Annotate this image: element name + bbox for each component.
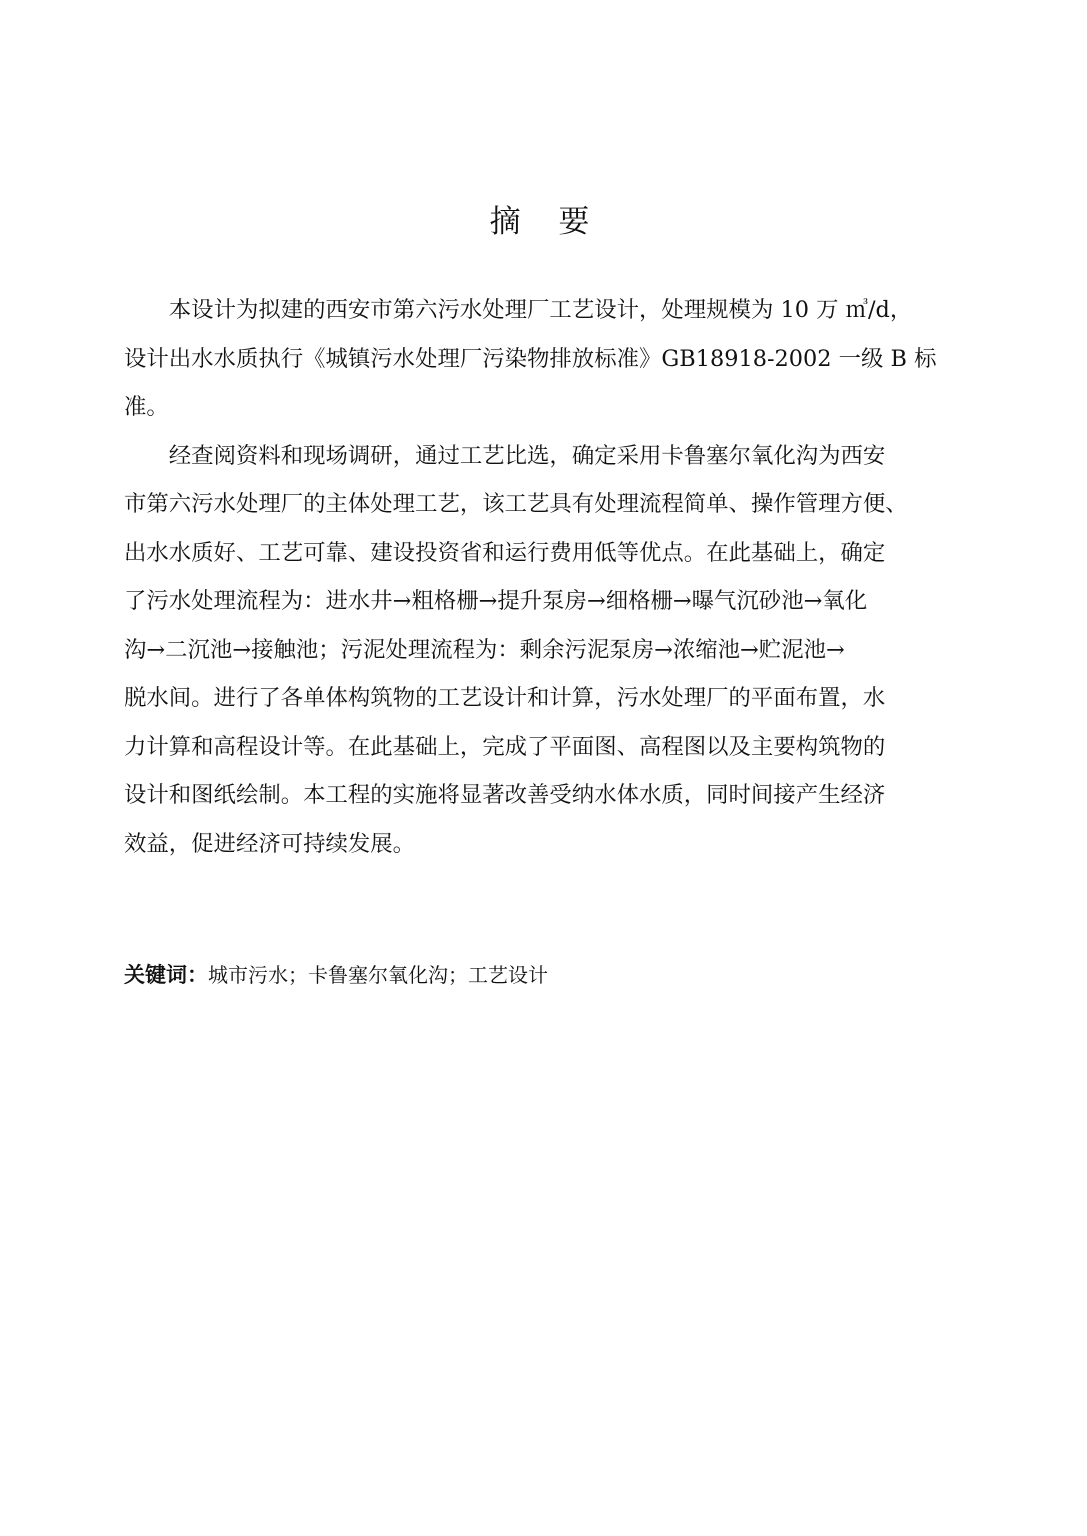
- page-title: 摘 要: [489, 204, 604, 240]
- paragraph-line: 出水水质好、工艺可靠、建设投资省和运行费用低等优点。在此基础上，确定: [124, 539, 886, 566]
- abstract-paragraph-2: [124, 432, 982, 869]
- paragraph-line: 准。: [124, 394, 169, 420]
- keywords-label: 关键词：: [124, 963, 208, 987]
- paragraph-line: 市第六污水处理厂的主体处理工艺，该工艺具有处理流程简单、操作管理方便、: [124, 491, 908, 517]
- paragraph-line: 经查阅资料和现场调研，通过工艺比选，确定采用卡鲁塞尔氧化沟为西安: [168, 442, 886, 469]
- paragraph-line: 沟→二沉池→接触池；污泥处理流程为：剩余污泥泵房→浓缩池→贮泥池→: [124, 636, 845, 663]
- paragraph-line: 效益，促进经济可持续发展。: [124, 830, 416, 857]
- paragraph-line: 力计算和高程设计等。在此基础上，完成了平面图、高程图以及主要构筑物的: [124, 733, 886, 760]
- abstract-body: [124, 286, 982, 868]
- paragraph-line: 脱水间。进行了各单体构筑物的工艺设计和计算，污水处理厂的平面布置，水: [124, 685, 886, 711]
- keywords-line: [124, 958, 982, 992]
- paragraph-line: 了污水处理流程为：进水井→粗格栅→提升泵房→细格栅→曝气沉砂池→氧化: [124, 588, 868, 614]
- abstract-paragraph-1: [124, 286, 982, 432]
- paragraph-line: 设计和图纸绘制。本工程的实施将显著改善受纳水体水质，同时间接产生经济: [124, 782, 886, 808]
- paragraph-line: 设计出水水质执行《城镇污水处理厂污染物排放标准》GB18918-2002 一级 B 标: [124, 345, 937, 372]
- keywords-value: 城市污水；卡鲁塞尔氧化沟；工艺设计: [208, 963, 548, 987]
- paragraph-line: 本设计为拟建的西安市第六污水处理厂工艺设计，处理规模为 10 万 ㎥/d，: [168, 297, 913, 323]
